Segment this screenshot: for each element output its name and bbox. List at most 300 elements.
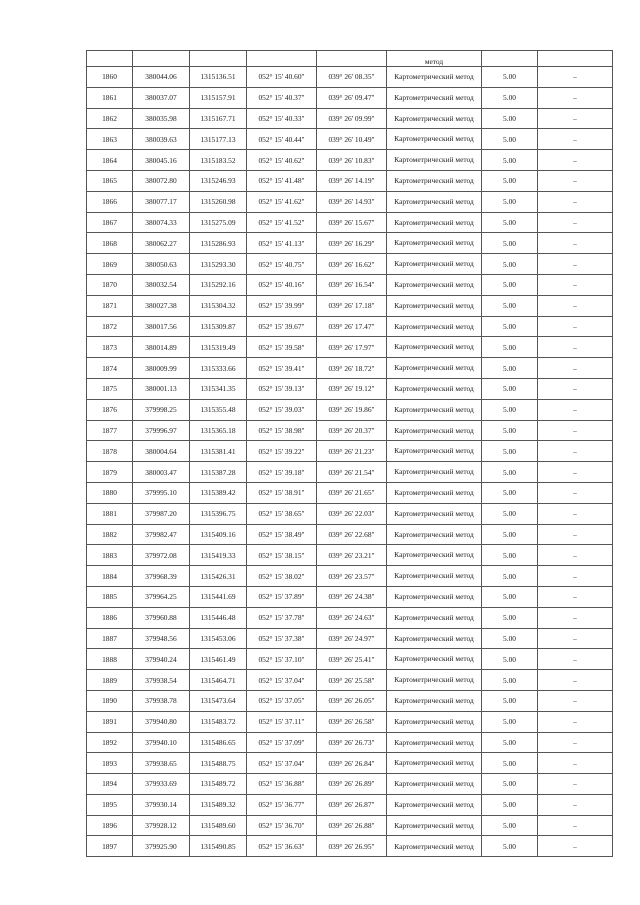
table-row: [87, 399, 613, 420]
x-coordinate-cell: 379940.10: [133, 732, 190, 753]
method-cell: Картометрический метод: [387, 212, 482, 233]
method-cell: Картометрический метод: [387, 586, 482, 607]
latitude-cell: 052° 15' 37.78": [247, 607, 317, 628]
y-coordinate-cell: [190, 51, 247, 67]
description-cell: –: [538, 836, 613, 857]
latitude-cell: 052° 15' 39.13": [247, 378, 317, 399]
y-coordinate-cell: 1315483.72: [190, 711, 247, 732]
x-coordinate-cell: 379933.69: [133, 774, 190, 795]
y-coordinate-cell: 1315381.41: [190, 441, 247, 462]
longitude-cell: 039° 26' 21.23": [317, 441, 387, 462]
longitude-cell: 039° 26' 26.95": [317, 836, 387, 857]
description-cell: –: [538, 87, 613, 108]
table-row: [87, 815, 613, 836]
longitude-cell: 039° 26' 14.93": [317, 191, 387, 212]
description-cell: –: [538, 732, 613, 753]
latitude-cell: 052° 15' 40.75": [247, 254, 317, 275]
latitude-cell: 052° 15' 39.58": [247, 337, 317, 358]
x-coordinate-cell: 379938.78: [133, 690, 190, 711]
y-coordinate-cell: 1315426.31: [190, 566, 247, 587]
y-coordinate-cell: 1315293.30: [190, 254, 247, 275]
latitude-cell: 052° 15' 41.52": [247, 212, 317, 233]
latitude-cell: 052° 15' 37.09": [247, 732, 317, 753]
y-coordinate-cell: 1315333.66: [190, 358, 247, 379]
method-cell: Картометрический метод: [387, 378, 482, 399]
table-row: [87, 254, 613, 275]
table-row: [87, 711, 613, 732]
longitude-cell: 039° 26' 24.38": [317, 586, 387, 607]
longitude-cell: 039° 26' 16.62": [317, 254, 387, 275]
method-cell: Картометрический метод: [387, 836, 482, 857]
method-cell: Картометрический метод: [387, 441, 482, 462]
point-number-cell: 1875: [87, 378, 133, 399]
longitude-cell: 039° 26' 09.99": [317, 108, 387, 129]
description-cell: –: [538, 524, 613, 545]
method-cell: Картометрический метод: [387, 67, 482, 88]
description-cell: –: [538, 274, 613, 295]
point-number-cell: 1887: [87, 628, 133, 649]
longitude-cell: 039° 26' 26.05": [317, 690, 387, 711]
y-coordinate-cell: 1315441.69: [190, 586, 247, 607]
table-row: [87, 753, 613, 774]
table-row: [87, 274, 613, 295]
table-row: [87, 670, 613, 691]
accuracy-cell: 5.00: [482, 191, 538, 212]
method-cell: Картометрический метод: [387, 753, 482, 774]
longitude-cell: 039° 26' 25.58": [317, 670, 387, 691]
y-coordinate-cell: 1315246.93: [190, 170, 247, 191]
longitude-cell: 039° 26' 19.12": [317, 378, 387, 399]
description-cell: –: [538, 150, 613, 171]
x-coordinate-cell: 379982.47: [133, 524, 190, 545]
method-cell: Картометрический метод: [387, 233, 482, 254]
document-page: [86, 50, 612, 857]
y-coordinate-cell: 1315490.85: [190, 836, 247, 857]
description-cell: –: [538, 649, 613, 670]
table-row: [87, 316, 613, 337]
longitude-cell: 039° 26' 17.18": [317, 295, 387, 316]
table-row: [87, 732, 613, 753]
table-row: [87, 378, 613, 399]
latitude-cell: 052° 15' 36.88": [247, 774, 317, 795]
longitude-cell: 039° 26' 10.83": [317, 150, 387, 171]
point-number-cell: 1877: [87, 420, 133, 441]
method-cell: Картометрический метод: [387, 732, 482, 753]
y-coordinate-cell: 1315355.48: [190, 399, 247, 420]
method-cell: Картометрический метод: [387, 815, 482, 836]
longitude-cell: 039° 26' 26.73": [317, 732, 387, 753]
point-number-cell: 1864: [87, 150, 133, 171]
point-number-cell: 1886: [87, 607, 133, 628]
method-cell: Картометрический метод: [387, 316, 482, 337]
description-cell: –: [538, 295, 613, 316]
method-cell: Картометрический метод: [387, 670, 482, 691]
longitude-cell: 039° 26' 20.37": [317, 420, 387, 441]
accuracy-cell: 5.00: [482, 170, 538, 191]
method-cell: Картометрический метод: [387, 254, 482, 275]
table-row: [87, 482, 613, 503]
y-coordinate-cell: 1315446.48: [190, 607, 247, 628]
accuracy-cell: 5.00: [482, 254, 538, 275]
y-coordinate-cell: 1315389.42: [190, 482, 247, 503]
y-coordinate-cell: 1315319.49: [190, 337, 247, 358]
description-cell: –: [538, 815, 613, 836]
longitude-cell: 039° 26' 24.63": [317, 607, 387, 628]
accuracy-cell: 5.00: [482, 150, 538, 171]
description-cell: –: [538, 774, 613, 795]
description-cell: –: [538, 794, 613, 815]
accuracy-cell: 5.00: [482, 732, 538, 753]
longitude-cell: 039° 26' 21.54": [317, 462, 387, 483]
point-number-cell: 1883: [87, 545, 133, 566]
description-cell: –: [538, 711, 613, 732]
y-coordinate-cell: 1315489.72: [190, 774, 247, 795]
x-coordinate-cell: 380035.98: [133, 108, 190, 129]
point-number-cell: 1866: [87, 191, 133, 212]
method-cell: Картометрический метод: [387, 108, 482, 129]
x-coordinate-cell: 380009.99: [133, 358, 190, 379]
method-cell: Картометрический метод: [387, 399, 482, 420]
point-number-cell: 1865: [87, 170, 133, 191]
accuracy-cell: 5.00: [482, 108, 538, 129]
point-number-cell: 1889: [87, 670, 133, 691]
point-number-cell: 1862: [87, 108, 133, 129]
accuracy-cell: 5.00: [482, 586, 538, 607]
y-coordinate-cell: 1315157.91: [190, 87, 247, 108]
table-row: [87, 836, 613, 857]
description-cell: –: [538, 462, 613, 483]
y-coordinate-cell: 1315489.60: [190, 815, 247, 836]
x-coordinate-cell: 380074.33: [133, 212, 190, 233]
latitude-cell: 052° 15' 39.18": [247, 462, 317, 483]
accuracy-cell: 5.00: [482, 566, 538, 587]
x-coordinate-cell: 380062.27: [133, 233, 190, 254]
accuracy-cell: 5.00: [482, 274, 538, 295]
accuracy-cell: 5.00: [482, 524, 538, 545]
x-coordinate-cell: 380037.07: [133, 87, 190, 108]
accuracy-cell: 5.00: [482, 295, 538, 316]
table-row: [87, 462, 613, 483]
point-number-cell: 1892: [87, 732, 133, 753]
x-coordinate-cell: 380050.63: [133, 254, 190, 275]
longitude-cell: 039° 26' 23.57": [317, 566, 387, 587]
method-cell: Картометрический метод: [387, 87, 482, 108]
method-cell: Картометрический метод: [387, 150, 482, 171]
x-coordinate-cell: 379928.12: [133, 815, 190, 836]
x-coordinate-cell: 379964.25: [133, 586, 190, 607]
description-cell: –: [538, 378, 613, 399]
latitude-cell: 052° 15' 37.89": [247, 586, 317, 607]
longitude-cell: 039° 26' 26.58": [317, 711, 387, 732]
longitude-cell: 039° 26' 24.97": [317, 628, 387, 649]
method-cell: Картометрический метод: [387, 358, 482, 379]
point-number-cell: 1873: [87, 337, 133, 358]
accuracy-cell: 5.00: [482, 815, 538, 836]
accuracy-cell: 5.00: [482, 711, 538, 732]
x-coordinate-cell: 379960.88: [133, 607, 190, 628]
accuracy-cell: 5.00: [482, 233, 538, 254]
accuracy-cell: 5.00: [482, 670, 538, 691]
table-row: [87, 87, 613, 108]
x-coordinate-cell: 379938.54: [133, 670, 190, 691]
latitude-cell: [247, 51, 317, 67]
description-cell: –: [538, 316, 613, 337]
point-number-cell: 1874: [87, 358, 133, 379]
y-coordinate-cell: 1315365.18: [190, 420, 247, 441]
longitude-cell: 039° 26' 23.21": [317, 545, 387, 566]
description-cell: –: [538, 129, 613, 150]
latitude-cell: 052° 15' 39.22": [247, 441, 317, 462]
point-number-cell: 1870: [87, 274, 133, 295]
accuracy-cell: 5.00: [482, 462, 538, 483]
latitude-cell: 052° 15' 36.77": [247, 794, 317, 815]
coordinates-table: [86, 50, 613, 857]
point-number-cell: 1876: [87, 399, 133, 420]
latitude-cell: 052° 15' 40.16": [247, 274, 317, 295]
table-row: [87, 524, 613, 545]
y-coordinate-cell: 1315183.52: [190, 150, 247, 171]
latitude-cell: 052° 15' 36.70": [247, 815, 317, 836]
latitude-cell: 052° 15' 40.44": [247, 129, 317, 150]
x-coordinate-cell: 380003.47: [133, 462, 190, 483]
longitude-cell: 039° 26' 17.97": [317, 337, 387, 358]
description-cell: –: [538, 441, 613, 462]
latitude-cell: 052° 15' 39.99": [247, 295, 317, 316]
y-coordinate-cell: 1315489.32: [190, 794, 247, 815]
description-cell: –: [538, 170, 613, 191]
method-cell: Картометрический метод: [387, 607, 482, 628]
y-coordinate-cell: 1315461.49: [190, 649, 247, 670]
description-cell: –: [538, 566, 613, 587]
table-row: [87, 295, 613, 316]
point-number-cell: 1860: [87, 67, 133, 88]
accuracy-cell: 5.00: [482, 690, 538, 711]
point-number-cell: 1872: [87, 316, 133, 337]
point-number-cell: 1861: [87, 87, 133, 108]
method-cell: Картометрический метод: [387, 420, 482, 441]
latitude-cell: 052° 15' 37.05": [247, 690, 317, 711]
x-coordinate-cell: 379998.25: [133, 399, 190, 420]
longitude-cell: 039° 26' 25.41": [317, 649, 387, 670]
longitude-cell: 039° 26' 26.87": [317, 794, 387, 815]
latitude-cell: 052° 15' 36.63": [247, 836, 317, 857]
y-coordinate-cell: 1315167.71: [190, 108, 247, 129]
method-cell: метод: [387, 51, 482, 67]
accuracy-cell: 5.00: [482, 794, 538, 815]
description-cell: –: [538, 607, 613, 628]
x-coordinate-cell: 380077.17: [133, 191, 190, 212]
table-row: [87, 690, 613, 711]
latitude-cell: 052° 15' 38.15": [247, 545, 317, 566]
y-coordinate-cell: 1315292.16: [190, 274, 247, 295]
table-row: [87, 170, 613, 191]
longitude-cell: 039° 26' 26.89": [317, 774, 387, 795]
method-cell: Картометрический метод: [387, 191, 482, 212]
point-number-cell: 1878: [87, 441, 133, 462]
point-number-cell: 1893: [87, 753, 133, 774]
y-coordinate-cell: 1315136.51: [190, 67, 247, 88]
x-coordinate-cell: 380045.16: [133, 150, 190, 171]
x-coordinate-cell: 380001.13: [133, 378, 190, 399]
longitude-cell: 039° 26' 16.54": [317, 274, 387, 295]
point-number-cell: 1888: [87, 649, 133, 670]
y-coordinate-cell: 1315419.33: [190, 545, 247, 566]
y-coordinate-cell: 1315473.64: [190, 690, 247, 711]
method-cell: Картометрический метод: [387, 129, 482, 150]
accuracy-cell: 5.00: [482, 503, 538, 524]
table-row: [87, 358, 613, 379]
table-row: [87, 212, 613, 233]
point-number-cell: [87, 51, 133, 67]
point-number-cell: 1863: [87, 129, 133, 150]
description-cell: –: [538, 503, 613, 524]
x-coordinate-cell: 379987.20: [133, 503, 190, 524]
y-coordinate-cell: 1315409.16: [190, 524, 247, 545]
latitude-cell: 052° 15' 37.04": [247, 753, 317, 774]
latitude-cell: 052° 15' 38.49": [247, 524, 317, 545]
table-row: [87, 628, 613, 649]
x-coordinate-cell: 379948.56: [133, 628, 190, 649]
x-coordinate-cell: 380014.89: [133, 337, 190, 358]
longitude-cell: 039° 26' 18.72": [317, 358, 387, 379]
description-cell: –: [538, 690, 613, 711]
description-cell: –: [538, 233, 613, 254]
latitude-cell: 052° 15' 37.38": [247, 628, 317, 649]
table-row: [87, 233, 613, 254]
x-coordinate-cell: 379996.97: [133, 420, 190, 441]
x-coordinate-cell: 379968.39: [133, 566, 190, 587]
table-row: [87, 794, 613, 815]
table-row: [87, 503, 613, 524]
method-cell: Картометрический метод: [387, 774, 482, 795]
method-cell: Картометрический метод: [387, 628, 482, 649]
point-number-cell: 1882: [87, 524, 133, 545]
x-coordinate-cell: 380004.64: [133, 441, 190, 462]
latitude-cell: 052° 15' 38.91": [247, 482, 317, 503]
description-cell: –: [538, 358, 613, 379]
longitude-cell: 039° 26' 22.68": [317, 524, 387, 545]
description-cell: –: [538, 254, 613, 275]
point-number-cell: 1867: [87, 212, 133, 233]
accuracy-cell: 5.00: [482, 337, 538, 358]
description-cell: –: [538, 108, 613, 129]
x-coordinate-cell: 379938.65: [133, 753, 190, 774]
y-coordinate-cell: 1315486.65: [190, 732, 247, 753]
point-number-cell: 1871: [87, 295, 133, 316]
x-coordinate-cell: 380044.06: [133, 67, 190, 88]
table-body: [87, 51, 613, 857]
method-cell: Картометрический метод: [387, 482, 482, 503]
y-coordinate-cell: 1315453.06: [190, 628, 247, 649]
x-coordinate-cell: 379930.14: [133, 794, 190, 815]
table-row: [87, 586, 613, 607]
description-cell: –: [538, 191, 613, 212]
longitude-cell: 039° 26' 08.35": [317, 67, 387, 88]
latitude-cell: 052° 15' 41.48": [247, 170, 317, 191]
accuracy-cell: 5.00: [482, 129, 538, 150]
point-number-cell: 1868: [87, 233, 133, 254]
accuracy-cell: 5.00: [482, 628, 538, 649]
x-coordinate-cell: 379940.80: [133, 711, 190, 732]
longitude-cell: 039° 26' 21.65": [317, 482, 387, 503]
table-row-continuation: [87, 51, 613, 67]
longitude-cell: 039° 26' 16.29": [317, 233, 387, 254]
accuracy-cell: 5.00: [482, 441, 538, 462]
x-coordinate-cell: 380027.38: [133, 295, 190, 316]
table-row: [87, 566, 613, 587]
table-row: [87, 108, 613, 129]
point-number-cell: 1884: [87, 566, 133, 587]
table-row: [87, 337, 613, 358]
accuracy-cell: 5.00: [482, 358, 538, 379]
description-cell: –: [538, 420, 613, 441]
method-cell: Картометрический метод: [387, 462, 482, 483]
table-row: [87, 191, 613, 212]
y-coordinate-cell: 1315309.87: [190, 316, 247, 337]
table-row: [87, 607, 613, 628]
description-cell: –: [538, 482, 613, 503]
longitude-cell: 039° 26' 17.47": [317, 316, 387, 337]
accuracy-cell: 5.00: [482, 482, 538, 503]
point-number-cell: 1895: [87, 794, 133, 815]
y-coordinate-cell: 1315387.28: [190, 462, 247, 483]
method-cell: Картометрический метод: [387, 711, 482, 732]
latitude-cell: 052° 15' 40.37": [247, 87, 317, 108]
latitude-cell: 052° 15' 41.13": [247, 233, 317, 254]
method-cell: Картометрический метод: [387, 545, 482, 566]
method-cell: Картометрический метод: [387, 690, 482, 711]
x-coordinate-cell: 380072.80: [133, 170, 190, 191]
longitude-cell: 039° 26' 26.88": [317, 815, 387, 836]
latitude-cell: 052° 15' 40.33": [247, 108, 317, 129]
method-cell: Картометрический метод: [387, 337, 482, 358]
x-coordinate-cell: [133, 51, 190, 67]
table-row: [87, 441, 613, 462]
accuracy-cell: 5.00: [482, 649, 538, 670]
table-row: [87, 67, 613, 88]
table-row: [87, 649, 613, 670]
y-coordinate-cell: 1315304.32: [190, 295, 247, 316]
longitude-cell: 039° 26' 14.19": [317, 170, 387, 191]
x-coordinate-cell: 380017.56: [133, 316, 190, 337]
point-number-cell: 1897: [87, 836, 133, 857]
y-coordinate-cell: 1315260.98: [190, 191, 247, 212]
accuracy-cell: 5.00: [482, 67, 538, 88]
accuracy-cell: 5.00: [482, 399, 538, 420]
accuracy-cell: 5.00: [482, 545, 538, 566]
accuracy-cell: 5.00: [482, 316, 538, 337]
point-number-cell: 1869: [87, 254, 133, 275]
latitude-cell: 052° 15' 38.65": [247, 503, 317, 524]
latitude-cell: 052° 15' 38.02": [247, 566, 317, 587]
description-cell: –: [538, 545, 613, 566]
y-coordinate-cell: 1315488.75: [190, 753, 247, 774]
y-coordinate-cell: 1315286.93: [190, 233, 247, 254]
method-cell: Картометрический метод: [387, 649, 482, 670]
method-cell: Картометрический метод: [387, 503, 482, 524]
method-cell: Картометрический метод: [387, 566, 482, 587]
description-cell: –: [538, 628, 613, 649]
x-coordinate-cell: 379972.08: [133, 545, 190, 566]
method-cell: Картометрический метод: [387, 295, 482, 316]
latitude-cell: 052° 15' 40.62": [247, 150, 317, 171]
x-coordinate-cell: 379940.24: [133, 649, 190, 670]
latitude-cell: 052° 15' 37.10": [247, 649, 317, 670]
x-coordinate-cell: 380032.54: [133, 274, 190, 295]
point-number-cell: 1879: [87, 462, 133, 483]
method-cell: Картометрический метод: [387, 170, 482, 191]
accuracy-cell: [482, 51, 538, 67]
